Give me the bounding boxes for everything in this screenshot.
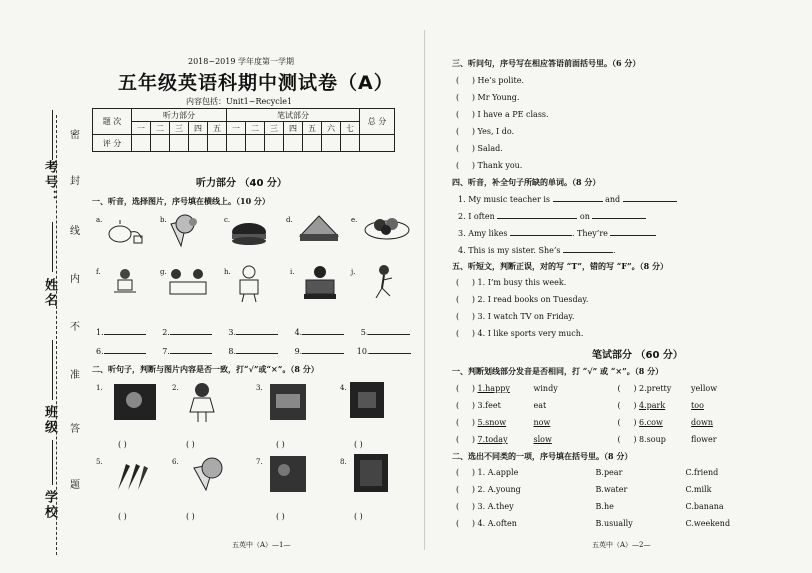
- exam-number-line: [52, 110, 53, 160]
- w2-row: [456, 502, 724, 511]
- section1-title: 一、听音，选择图片，序号填在横线上。（10 分）: [92, 196, 270, 206]
- answer-paren[interactable]: ( ): [456, 485, 475, 494]
- item-number: 3.: [256, 384, 263, 392]
- score-cell[interactable]: [303, 135, 322, 152]
- score-cell[interactable]: [360, 135, 395, 152]
- dark-photo-picture: [350, 382, 384, 418]
- answer-blank[interactable]: [610, 228, 656, 236]
- w1-word: down: [691, 418, 713, 427]
- s3-text: Thank you.: [477, 161, 523, 170]
- answer-paren[interactable]: ( ): [456, 161, 475, 170]
- page-divider: [424, 30, 425, 550]
- score-col: 五: [303, 122, 322, 135]
- w2-option: B.usually: [595, 519, 633, 528]
- score-table: [92, 108, 395, 152]
- section4-title: 四、听音，补全句子所缺的单词。（8 分）: [452, 177, 601, 187]
- w2-option: 2. A.young: [477, 485, 521, 494]
- s3-item: [456, 161, 522, 170]
- s4-num: 4.: [458, 246, 466, 255]
- w1-word: windy: [533, 384, 558, 393]
- sandwich-picture: [298, 212, 340, 244]
- school-label: 学校: [42, 490, 57, 520]
- pic-letter: f.: [96, 268, 101, 276]
- answer-paren[interactable]: ( ): [456, 76, 475, 85]
- pic-letter: j.: [351, 268, 356, 276]
- s3-text: Yes, I do.: [477, 127, 515, 136]
- answer-paren[interactable]: ( ): [456, 295, 475, 304]
- answer-paren[interactable]: ( ): [456, 110, 475, 119]
- s3-item: [456, 76, 524, 85]
- w1-word: yellow: [691, 384, 718, 393]
- answer-number: 6.: [96, 347, 104, 356]
- hamburger-picture: [230, 220, 268, 246]
- answer-paren[interactable]: ( ): [456, 329, 475, 338]
- s3-item: [456, 144, 503, 153]
- answer-paren[interactable]: ( ): [456, 127, 475, 136]
- exam-title: 五年级英语科期中测试卷（A）: [118, 72, 394, 94]
- score-cell[interactable]: [170, 135, 189, 152]
- s4-text: My music teacher is: [468, 195, 550, 204]
- s5-text: 4. I like sports very much.: [477, 329, 584, 338]
- s5-text: 3. I watch TV on Friday.: [477, 312, 575, 321]
- school-year: 2018~2019 学年度第一学期: [188, 57, 294, 66]
- w2-option: C.banana: [685, 502, 724, 511]
- dark-image-picture: [354, 454, 388, 492]
- answer-paren[interactable]: ( ): [354, 512, 363, 521]
- section2-title: 二、听句子，判断与图片内容是否一致，打“√”或“×”。（8 分）: [92, 364, 319, 374]
- class-line: [52, 340, 53, 400]
- score-col: 四: [189, 122, 208, 135]
- answer-number: 2.: [162, 328, 170, 337]
- s3-text: Salad.: [477, 144, 503, 153]
- answer-paren[interactable]: ( ): [456, 312, 475, 321]
- s3-item: [456, 127, 514, 136]
- teapot-cup-picture: [104, 216, 148, 244]
- answer-blank[interactable]: [104, 346, 146, 354]
- ice-cream-picture: [165, 214, 203, 248]
- score-cell[interactable]: [265, 135, 284, 152]
- w1-word: 1.happy: [477, 384, 510, 393]
- seal-char: 线: [70, 226, 80, 237]
- seal-char: 题: [70, 480, 80, 491]
- answer-blank[interactable]: [563, 245, 613, 253]
- girl-picture: [188, 382, 216, 424]
- answer-paren[interactable]: ( ): [456, 278, 475, 287]
- answer-row-2: [96, 346, 411, 356]
- w1-word: 2.pretty: [639, 384, 672, 393]
- answer-paren[interactable]: ( ): [617, 435, 637, 444]
- answer-blank[interactable]: [170, 346, 212, 354]
- score-row-label: 评 分: [93, 135, 132, 152]
- w1-row: [456, 435, 717, 444]
- w1-word: too: [691, 401, 704, 410]
- answer-paren[interactable]: ( ): [456, 144, 475, 153]
- answer-paren[interactable]: ( ): [456, 468, 475, 477]
- answer-blank[interactable]: [302, 346, 344, 354]
- answer-number: 8.: [228, 347, 237, 356]
- answer-paren[interactable]: ( ): [354, 440, 363, 449]
- s4-text: I often: [468, 212, 495, 221]
- w1-row: [456, 418, 713, 427]
- answer-blank[interactable]: [497, 211, 577, 219]
- answer-paren[interactable]: ( ): [118, 440, 127, 449]
- score-cell[interactable]: [246, 135, 265, 152]
- s3-text: He’s polite.: [477, 76, 524, 85]
- score-cell[interactable]: [322, 135, 341, 152]
- answer-paren[interactable]: ( ): [118, 512, 127, 521]
- score-cell[interactable]: [227, 135, 246, 152]
- s4-item: [458, 194, 677, 204]
- w2-option: 3. A.they: [477, 502, 514, 511]
- answer-paren[interactable]: ( ): [276, 512, 285, 521]
- listening-heading: 听力部分 （40 分）: [196, 178, 287, 189]
- answer-blank[interactable]: [302, 327, 344, 335]
- w-section1-title: 一、判断划线部分发音是否相同，打 “√” 或 “×”。（8 分）: [452, 366, 664, 376]
- w2-option: C.weekend: [685, 519, 731, 528]
- score-cell[interactable]: [284, 135, 303, 152]
- s3-text: I have a PE class.: [477, 110, 549, 119]
- answer-paren[interactable]: ( ): [456, 502, 475, 511]
- s5-text: 2. I read books on Tuesday.: [477, 295, 589, 304]
- w1-word: 6.cow: [639, 418, 663, 427]
- s4-text: This is my sister. She’s: [468, 246, 561, 255]
- w2-option: B.water: [595, 485, 628, 494]
- s5-item: [456, 329, 583, 338]
- footer-left: 五英中（A）—1—: [232, 541, 291, 549]
- carrots-picture: [112, 460, 150, 492]
- answer-blank[interactable]: [553, 194, 603, 202]
- answer-blank[interactable]: [170, 327, 212, 335]
- w2-option: 1. A.apple: [477, 468, 519, 477]
- pic-letter: a.: [96, 216, 103, 224]
- s5-text: 1. I’m busy this week.: [477, 278, 567, 287]
- answer-blank[interactable]: [236, 327, 278, 335]
- s3-text: Mr Young.: [477, 93, 520, 102]
- seal-char: 准: [70, 370, 80, 381]
- score-col: 二: [246, 122, 265, 135]
- w1-word: eat: [533, 401, 547, 410]
- score-cell[interactable]: [208, 135, 227, 152]
- s4-text: on: [579, 212, 590, 221]
- school-line: [52, 440, 53, 485]
- s4-num: 3.: [458, 229, 466, 238]
- answer-number: 7.: [162, 347, 170, 356]
- s4-item: [458, 245, 616, 255]
- answer-blank[interactable]: [104, 327, 146, 335]
- item-number: 4.: [340, 384, 347, 392]
- writing-heading: 笔试部分 （60 分）: [592, 350, 683, 361]
- pic-letter: c.: [224, 216, 231, 224]
- seal-char: 答: [70, 424, 80, 435]
- score-cell[interactable]: [132, 135, 151, 152]
- item-number: 6.: [172, 458, 179, 466]
- w2-option: C.milk: [685, 485, 712, 494]
- w2-row: [456, 468, 718, 477]
- s5-item: [456, 295, 588, 304]
- class-label: 班级: [42, 405, 57, 435]
- s4-text: Amy likes: [468, 229, 508, 238]
- section5-title: 五、听短文，判断正误，对的写 “T”，错的写 “F”。（8 分）: [452, 261, 668, 271]
- name-label: 姓名: [42, 278, 57, 308]
- pic-letter: h.: [224, 268, 231, 276]
- cut-line: [56, 115, 57, 555]
- answer-blank[interactable]: [236, 346, 278, 354]
- item-number: 5.: [96, 458, 103, 466]
- boy-computer-picture: [300, 264, 340, 302]
- section3-title: 三、听问句，序号写在相应答语前面括号里。（6 分）: [452, 58, 641, 68]
- item-number: 8.: [340, 458, 347, 466]
- answer-paren[interactable]: ( ): [456, 384, 475, 393]
- score-col: 六: [322, 122, 341, 135]
- s4-text: and: [605, 195, 621, 204]
- answer-number: 1.: [96, 328, 104, 337]
- score-col: 一: [132, 122, 151, 135]
- score-col: 三: [265, 122, 284, 135]
- item-number: 7.: [256, 458, 263, 466]
- name-line: [52, 222, 53, 272]
- answer-blank[interactable]: [510, 228, 572, 236]
- salad-plate-picture: [362, 210, 412, 242]
- tv-screen-picture: [270, 384, 306, 420]
- s4-text: .: [613, 246, 616, 255]
- answer-blank[interactable]: [592, 211, 646, 219]
- s4-item: [458, 211, 646, 221]
- w1-word: 5.snow: [477, 418, 507, 427]
- answer-paren[interactable]: ( ): [617, 384, 637, 393]
- w-section2-title: 二、选出不同类的一项，序号填在括号里。（8 分）: [452, 451, 633, 461]
- child-reading-picture: [108, 266, 142, 298]
- answer-paren[interactable]: ( ): [456, 401, 475, 410]
- pic-letter: b.: [160, 216, 167, 224]
- score-col: 一: [227, 122, 246, 135]
- pic-letter: d.: [286, 216, 293, 224]
- w1-word: 3.feet: [477, 401, 501, 410]
- item-number: 2.: [172, 384, 179, 392]
- answer-paren[interactable]: ( ): [456, 435, 475, 444]
- score-col: 四: [284, 122, 303, 135]
- answer-paren[interactable]: ( ): [617, 401, 637, 410]
- s3-item: [456, 93, 519, 102]
- score-col: 二: [151, 122, 170, 135]
- ice-cream-cone-picture: [188, 456, 228, 492]
- w2-option: B.he: [595, 502, 614, 511]
- footer-right: 五英中（A）—2—: [592, 541, 651, 549]
- w1-word: slow: [533, 435, 552, 444]
- w2-option: B.pear: [595, 468, 623, 477]
- s5-item: [456, 278, 566, 287]
- score-cell[interactable]: [341, 135, 360, 152]
- score-header-cell: 题 次: [93, 109, 132, 135]
- w2-option: 4. A.often: [477, 519, 517, 528]
- answer-blank[interactable]: [623, 194, 677, 202]
- dark-scene-picture: [270, 456, 306, 492]
- answer-number: 9.: [294, 347, 303, 356]
- score-col: 三: [170, 122, 189, 135]
- w1-row: [456, 384, 717, 393]
- kid-running-picture: [370, 264, 398, 300]
- s4-item: [458, 228, 656, 238]
- answer-paren[interactable]: ( ): [617, 418, 637, 427]
- w1-word: flower: [691, 435, 717, 444]
- seal-char: 密: [70, 130, 80, 141]
- binding-strip: [0, 0, 90, 573]
- pic-letter: e.: [351, 216, 358, 224]
- item-number: 1.: [96, 384, 103, 392]
- answer-row-1: [96, 327, 410, 337]
- content-range: 内容包括：Unit1~Recycle1: [186, 97, 293, 106]
- moon-night-picture: [114, 384, 156, 420]
- answer-number: 4.: [294, 328, 303, 337]
- pic-letter: g.: [160, 268, 167, 276]
- answer-paren[interactable]: ( ): [456, 418, 475, 427]
- score-cell[interactable]: [189, 135, 208, 152]
- answer-paren[interactable]: ( ): [276, 440, 285, 449]
- score-col: 七: [341, 122, 360, 135]
- score-header-cell: 总 分: [360, 109, 395, 135]
- answer-paren[interactable]: ( ): [456, 93, 475, 102]
- children-eating-picture: [166, 266, 210, 298]
- w1-word: now: [533, 418, 551, 427]
- pic-letter: i.: [290, 268, 295, 276]
- w1-word: 7.today: [477, 435, 508, 444]
- s4-text: . They’re: [571, 229, 608, 238]
- s4-num: 1.: [458, 195, 466, 204]
- exam-number-label: 考号：: [42, 160, 57, 205]
- boy-writing-picture: [232, 264, 266, 304]
- seal-char: 内: [70, 274, 80, 285]
- w1-word: 8.soup: [639, 435, 666, 444]
- w2-row: [456, 519, 730, 528]
- answer-blank[interactable]: [369, 346, 411, 354]
- seal-char: 封: [70, 176, 80, 187]
- answer-paren[interactable]: ( ): [456, 519, 475, 528]
- s4-num: 2.: [458, 212, 466, 221]
- w2-option: C.friend: [685, 468, 719, 477]
- answer-paren[interactable]: ( ): [186, 512, 195, 521]
- w2-row: [456, 485, 711, 494]
- answer-number: 10.: [356, 347, 370, 356]
- answer-number: 5.: [360, 328, 369, 337]
- w1-row: [456, 401, 704, 410]
- score-header-cell: 笔试部分: [227, 109, 360, 122]
- answer-blank[interactable]: [368, 327, 410, 335]
- s5-item: [456, 312, 574, 321]
- score-col: 五: [208, 122, 227, 135]
- s3-item: [456, 110, 549, 119]
- w1-word: 4.park: [639, 401, 666, 410]
- score-cell[interactable]: [151, 135, 170, 152]
- answer-paren[interactable]: ( ): [186, 440, 195, 449]
- score-header-cell: 听力部分: [132, 109, 227, 122]
- answer-number: 3.: [228, 328, 237, 337]
- seal-char: 不: [70, 322, 80, 333]
